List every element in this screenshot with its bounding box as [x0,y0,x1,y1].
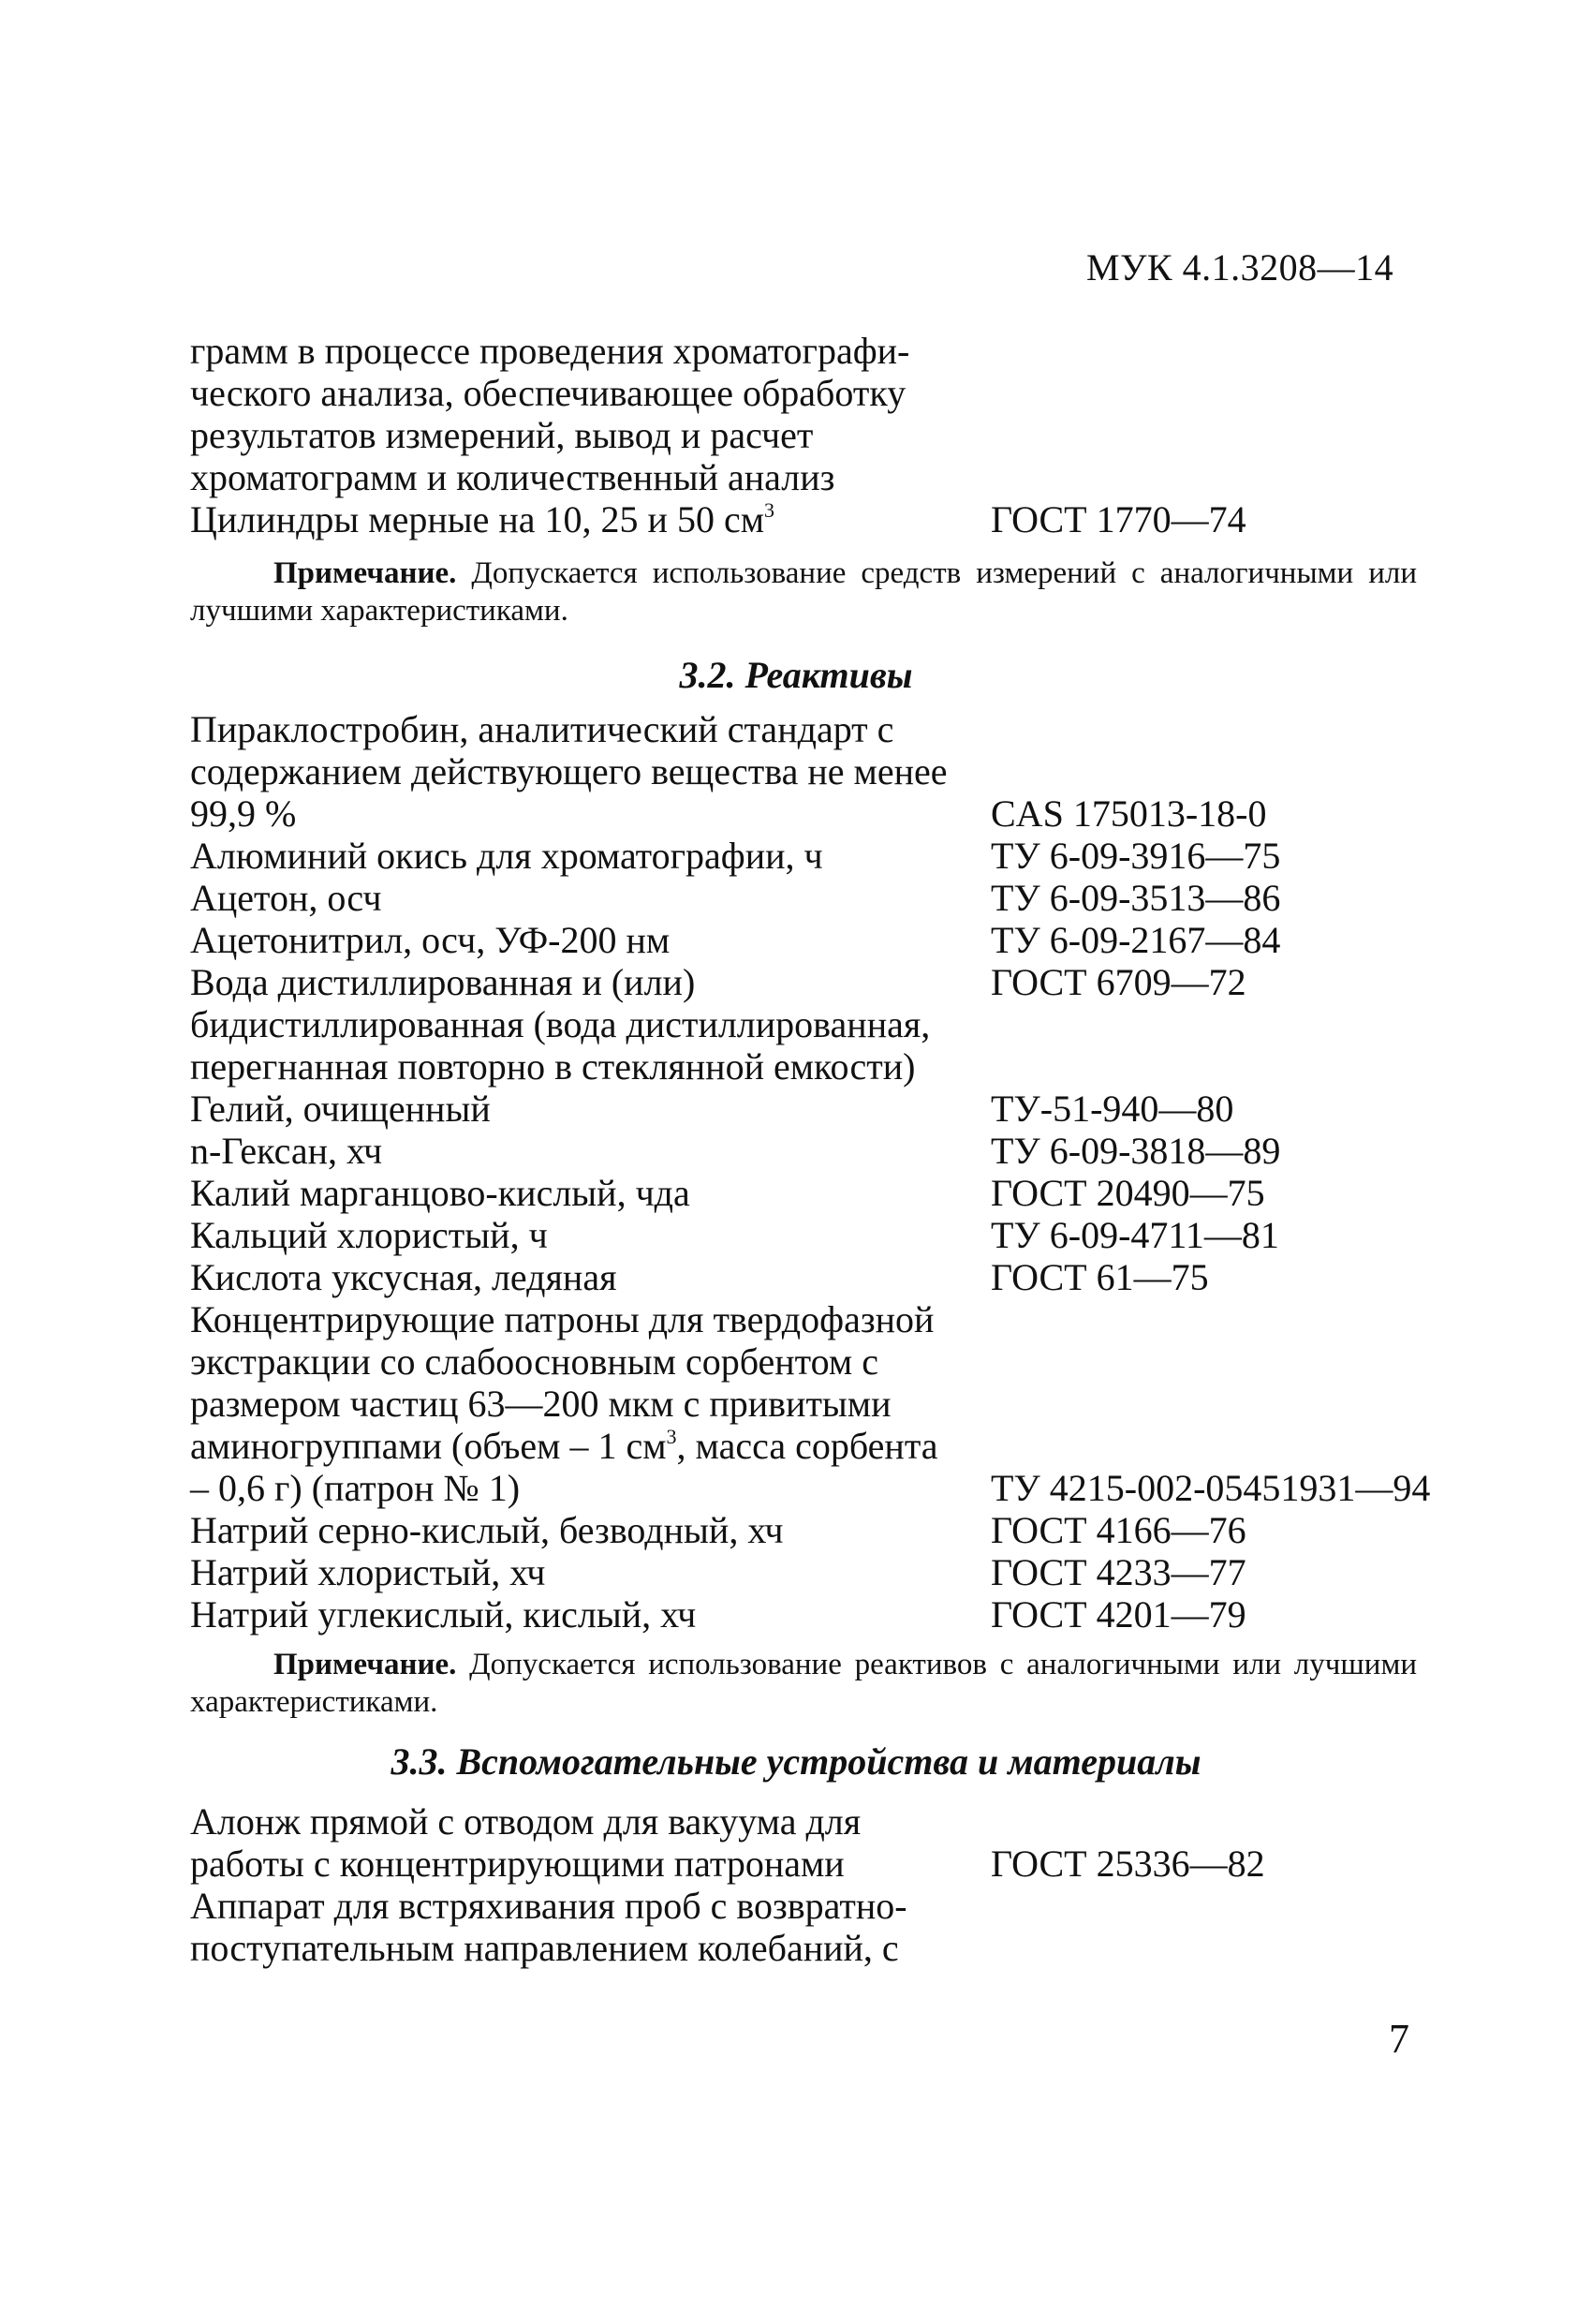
note-measuring-instruments [190,555,1417,629]
item-name: Алонж прямой с отводом для вакуума для [190,1800,862,1843]
item-ref [991,1298,1445,1340]
item-name: Натрий серно-кислый, безводный, хч [190,1509,784,1551]
list-item [190,330,1445,372]
item-name: поступательным направлением колебаний, с [190,1927,899,1969]
list-item [190,1551,1445,1593]
item-ref [991,1800,1445,1843]
item-ref: ТУ-51-940—80 [991,1088,1234,1130]
list-item [190,456,1445,498]
note-label: Примечание. [273,1648,457,1681]
item-ref: ГОСТ 4233—77 [991,1551,1246,1593]
item-name: Кислота уксусная, ледяная [190,1256,617,1298]
item-ref: ГОСТ 4201—79 [991,1593,1246,1636]
list-item-cartridge [190,1425,1445,1467]
item-name [190,498,991,540]
list-item [190,1885,1445,1927]
item-ref: ТУ 6-09-3916—75 [991,835,1281,877]
list-item [190,708,1445,750]
list-item [190,877,1445,919]
cartridge-text-before: аминогруппами (объем – 1 см [190,1425,667,1467]
list-item [190,1130,1445,1172]
section-title-auxiliary: 3.3. Вспомогательные устройства и материалы [391,1740,1201,1783]
item-name: грамм в процессе проведения хроматографи- [190,330,910,372]
item-ref: ТУ 6-09-3513—86 [991,877,1281,919]
note-text: Допускается использование средств измерений с аналогичными или лучшими характеристиками. [190,556,1417,628]
item-ref: ГОСТ 25336—82 [991,1843,1265,1885]
item-ref [991,1383,1445,1425]
item-name: Кальций хлористый, ч [190,1214,548,1256]
item-name: Гелий, очищенный [190,1088,491,1130]
item-ref: ТУ 6-09-3818—89 [991,1130,1281,1172]
item-name [190,1425,991,1467]
list-item [190,1593,1445,1636]
list-item [190,1298,1445,1340]
item-ref: ТУ 6-09-2167—84 [991,919,1281,961]
list-item [190,835,1445,877]
item-name: хроматограмм и количественный анализ [190,456,835,498]
item-name: Натрий хлористый, хч [190,1551,546,1593]
note-text: Допускается использование реактивов с аналогичными или лучшими характеристиками. [190,1648,1417,1719]
item-ref [991,372,1445,414]
item-ref [991,708,1445,750]
item-ref [991,1045,1445,1088]
item-ref [991,330,1445,372]
item-name: содержанием действующего вещества не менее [190,750,948,792]
list-item [190,1509,1445,1551]
item-name: Ацетонитрил, осч, УФ-200 нм [190,919,671,961]
section-title-reagents: 3.2. Реактивы [679,654,913,696]
list-item [190,1045,1445,1088]
item-ref: ГОСТ 1770—74 [991,498,1246,540]
reagents-list [190,708,1445,1636]
list-item [190,1003,1445,1045]
list-item [190,372,1445,414]
list-item [190,792,1445,835]
item-ref [991,1003,1445,1045]
item-ref [991,750,1445,792]
cartridge-text-after: , масса сорбента [676,1425,938,1467]
auxiliary-list [190,1800,1445,1969]
item-name: Алюминий окись для хроматографии, ч [190,835,823,877]
page-number: 7 [1389,2016,1409,2062]
item-name: Пираклостробин, аналитический стандарт с [190,708,894,750]
note-label: Примечание. [273,556,457,590]
document-code-header: МУК 4.1.3208—14 [1086,246,1394,289]
item-name: – 0,6 г) (патрон № 1) [190,1467,521,1509]
list-item [190,414,1445,456]
item-name: перегнанная повторно в стеклянной емкости) [190,1045,916,1088]
item-ref: ГОСТ 20490—75 [991,1172,1265,1214]
item-ref [991,414,1445,456]
item-ref: ГОСТ 6709—72 [991,961,1246,1003]
item-name: бидистиллированная (вода дистиллированная, [190,1003,931,1045]
list-item [190,1172,1445,1214]
item-name: результатов измерений, вывод и расчет [190,414,814,456]
list-item [190,1467,1445,1509]
item-name: n-Гексан, хч [190,1130,383,1172]
item-name: 99,9 % [190,792,297,835]
list-item [190,750,1445,792]
list-item [190,961,1445,1003]
item-name: размером частиц 63—200 мкм с привитыми [190,1383,892,1425]
list-item [190,1340,1445,1383]
item-name: ческого анализа, обеспечивающее обработку [190,372,907,414]
item-ref: ТУ 4215-002-05451931—94 [991,1467,1431,1509]
list-item-cylinders [190,498,1445,540]
item-name: экстракции со слабоосновным сорбентом с [190,1340,878,1383]
list-item [190,1927,1445,1969]
item-name: Натрий углекислый, кислый, хч [190,1593,697,1636]
item-ref: ТУ 6-09-4711—81 [991,1214,1279,1256]
item-name: Аппарат для встряхивания проб с возвратно- [190,1885,907,1927]
item-ref [991,456,1445,498]
superscript: 3 [666,1425,677,1448]
item-name: Концентрирующие патроны для твердофазной [190,1298,935,1340]
item-ref [991,1340,1445,1383]
note-reagents [190,1646,1417,1721]
list-item [190,1383,1445,1425]
item-name: Ацетон, осч [190,877,382,919]
list-item [190,1214,1445,1256]
item-ref: ГОСТ 4166—76 [991,1509,1246,1551]
item-name: Вода дистиллированная и (или) [190,961,696,1003]
cylinders-text: Цилиндры мерные на 10, 25 и 50 см [190,498,765,540]
item-ref: ГОСТ 61—75 [991,1256,1209,1298]
item-ref: CAS 175013-18-0 [991,792,1267,835]
item-ref [991,1927,1445,1969]
superscript: 3 [764,498,775,522]
equipment-continuation [190,330,1445,540]
item-name: работы с концентрирующими патронами [190,1843,845,1885]
list-item [190,1088,1445,1130]
item-name: Калий марганцово-кислый, чда [190,1172,690,1214]
list-item [190,919,1445,961]
list-item [190,1843,1445,1885]
item-ref [991,1885,1445,1927]
list-item [190,1256,1445,1298]
list-item [190,1800,1445,1843]
